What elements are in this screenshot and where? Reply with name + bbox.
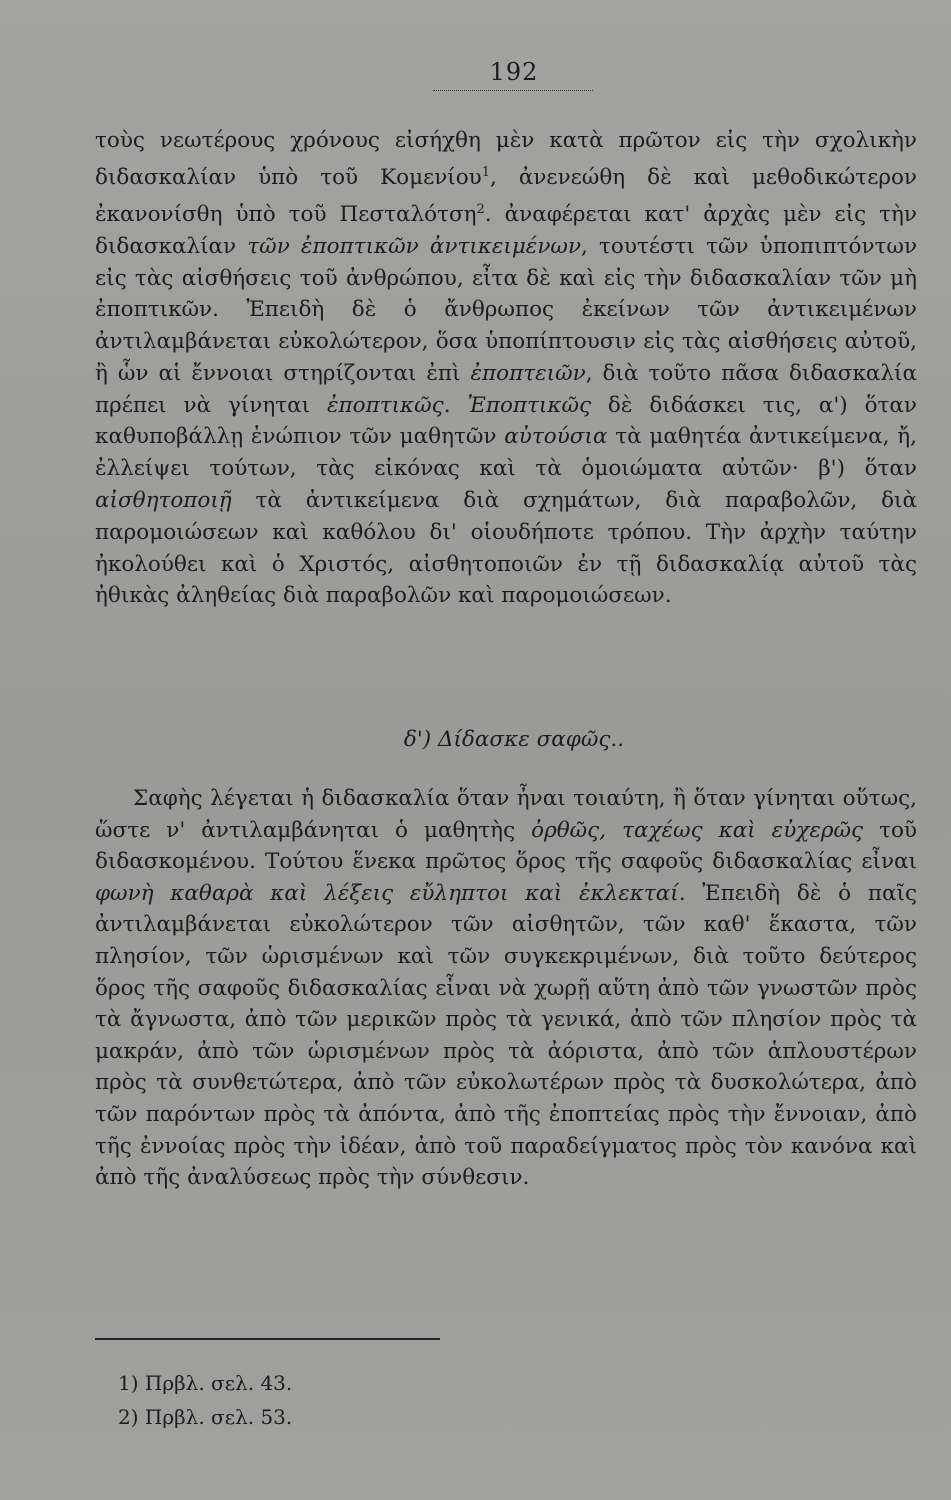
italic-term: αἰσθητοποιῇ (95, 488, 232, 514)
italic-term: φωνὴ καθαρὰ καὶ λέξεις εὔληπτοι καὶ ἐκλεκταί (95, 880, 679, 906)
footnotes (118, 1366, 292, 1434)
italic-term: ὀρθῶς, ταχέως καὶ εὐχερῶς (531, 817, 864, 843)
italic-term: τῶν ἐποπτικῶν ἀντικειμένων (247, 233, 582, 259)
text-run: , διὰ τοῦτο πᾶσα διδασκαλία πρέπει νὰ γίνηται (95, 360, 917, 418)
paragraph-safos (95, 783, 917, 1194)
text-run: , τουτέστι τῶν ὑποπιπτόντων εἰς τὰς αἰσθήσεις τοῦ ἀνθρώπου, εἶτα δὲ καὶ εἰς τὴν διδασκαλίαν τῶν μὴ ἐποπτικῶν. Ἐπειδὴ δὲ ὁ ἄνθρωπος ἐκείνων τῶν ἀντικειμένων ἀντιλαμβάνεται εὐκολώτερον, ὅσα ὑποπίπτουσιν εἰς τὰς αἰσθήσεις αὐτοῦ, ἢ ὧν αἱ ἔννοιαι στηρίζονται ἐπὶ (95, 233, 918, 386)
text-run: . (443, 392, 468, 418)
footnote-ref-1: 1 (481, 164, 491, 180)
text-run: τὰ μαθητέα ἀντικείμενα, ἤ, ἐλλείψει τούτων, τὰς εἰκόνας καὶ τὰ ὁμοιώματα αὐτῶν· β') ὅταν (95, 424, 917, 482)
paragraph-eposptikos (95, 125, 917, 612)
text-run: τὰ ἀντικείμενα διὰ σχημάτων, διὰ παραβολῶν, διὰ παρομοιώσεων καὶ καθόλου δι' οἱουδήποτε τρόπου. Τὴν ἀρχὴν ταύτην ἠκολούθει καὶ ὁ Χριστός, αἰσθητοποιῶν ἐν τῇ διδασκαλίᾳ αὐτοῦ τὰς ἠθικὰς ἀληθείας διὰ παραβολῶν καὶ παρομοιώσεων. (95, 488, 917, 609)
footnote-1: 1) Πρβλ. σελ. 43. (118, 1371, 293, 1395)
text-run: . Ἐπειδὴ δὲ ὁ παῖς ἀντιλαμβάνεται εὐκολώτερον τῶν αἰσθητῶν, τῶν καθ' ἕκαστα, τῶν πλησίον, τῶν ὡρισμένων καὶ τῶν συγκεκριμένων, διὰ τοῦτο δεύτερος ὅρος τῆς σαφοῦς διδασκαλίας εἶναι νὰ χωρῇ αὕτη ἀπὸ τῶν γνωστῶν πρὸς τὰ ἄγνωστα, ἀπὸ τῶν μερικῶν πρὸς τὰ γενικά, ἀπὸ τῶν πλησίον πρὸς τὰ μακράν, ἀπὸ τῶν ὡρισμένων πρὸς τὰ ἀόριστα, ἀπὸ τῶν ἁπλουστέρων πρὸς τὰ συνθετώτερα, ἀπὸ τῶν εὐκολωτέρων πρὸς τὰ δυσκολώτερα, ἀπὸ τῶν παρόντων πρὸς τὰ ἀπόντα, ἀπὸ τῆς ἐποπτείας πρὸς τὴν ἔννοιαν, ἀπὸ τῆς ἐννοίας πρὸς τὴν ἰδέαν, ἀπὸ τοῦ παραδείγματος πρὸς τὸν κανόνα καὶ ἀπὸ τῆς ἀναλύσεως πρὸς τὴν σύνθεσιν. (95, 880, 917, 1191)
footnote-ref-2: 2 (476, 201, 485, 217)
footnote-rule (95, 1338, 440, 1340)
page-number: 192 (489, 58, 539, 86)
text-run: Σαφὴς λέγεται ἡ διδασκαλία ὅταν ἦναι τοιαύτη, ἢ ὅταν γίνηται οὕτως, ὥστε ν' ἀντιλαμβάνηται ὁ μαθητὴς (95, 786, 917, 843)
section-heading: δ') Δίδασκε σαφῶς.. (403, 727, 625, 752)
italic-term: αὐτούσια (504, 424, 608, 450)
italic-term: ἐποπτειῶν (470, 360, 586, 386)
text-run: τοὺς νεωτέρους χρόνους εἰσήχθη μὲν κατὰ πρῶτον εἰς τὴν σχολικὴν διδασκαλίαν ὑπὸ τοῦ Κομενίου (95, 128, 917, 190)
text-run: . ἀναφέρεται κατ' ἀρχὰς μὲν εἰς τὴν διδασκαλίαν (95, 201, 917, 259)
italic-term: ἐποπτικῶς (326, 392, 444, 418)
text-run: , ἀνενεώθη δὲ καὶ μεθοδικώτερον ἐκανονίσθη ὑπὸ τοῦ Πεσταλότση (95, 164, 917, 227)
footnote-2: 2) Πρβλ. σελ. 53. (118, 1405, 293, 1429)
text-run: δὲ διδάσκει τις, α') ὅταν καθυποβάλλῃ ἐνώπιον τῶν μαθητῶν (95, 392, 917, 450)
header-dotted-rule (433, 90, 593, 91)
italic-term: Ἐποπτικῶς (467, 392, 592, 418)
text-run: τοῦ διδασκομένου. Τούτου ἕνεκα πρῶτος ὅρος τῆς σαφοῦς διδασκαλίας εἶναι (95, 817, 917, 875)
